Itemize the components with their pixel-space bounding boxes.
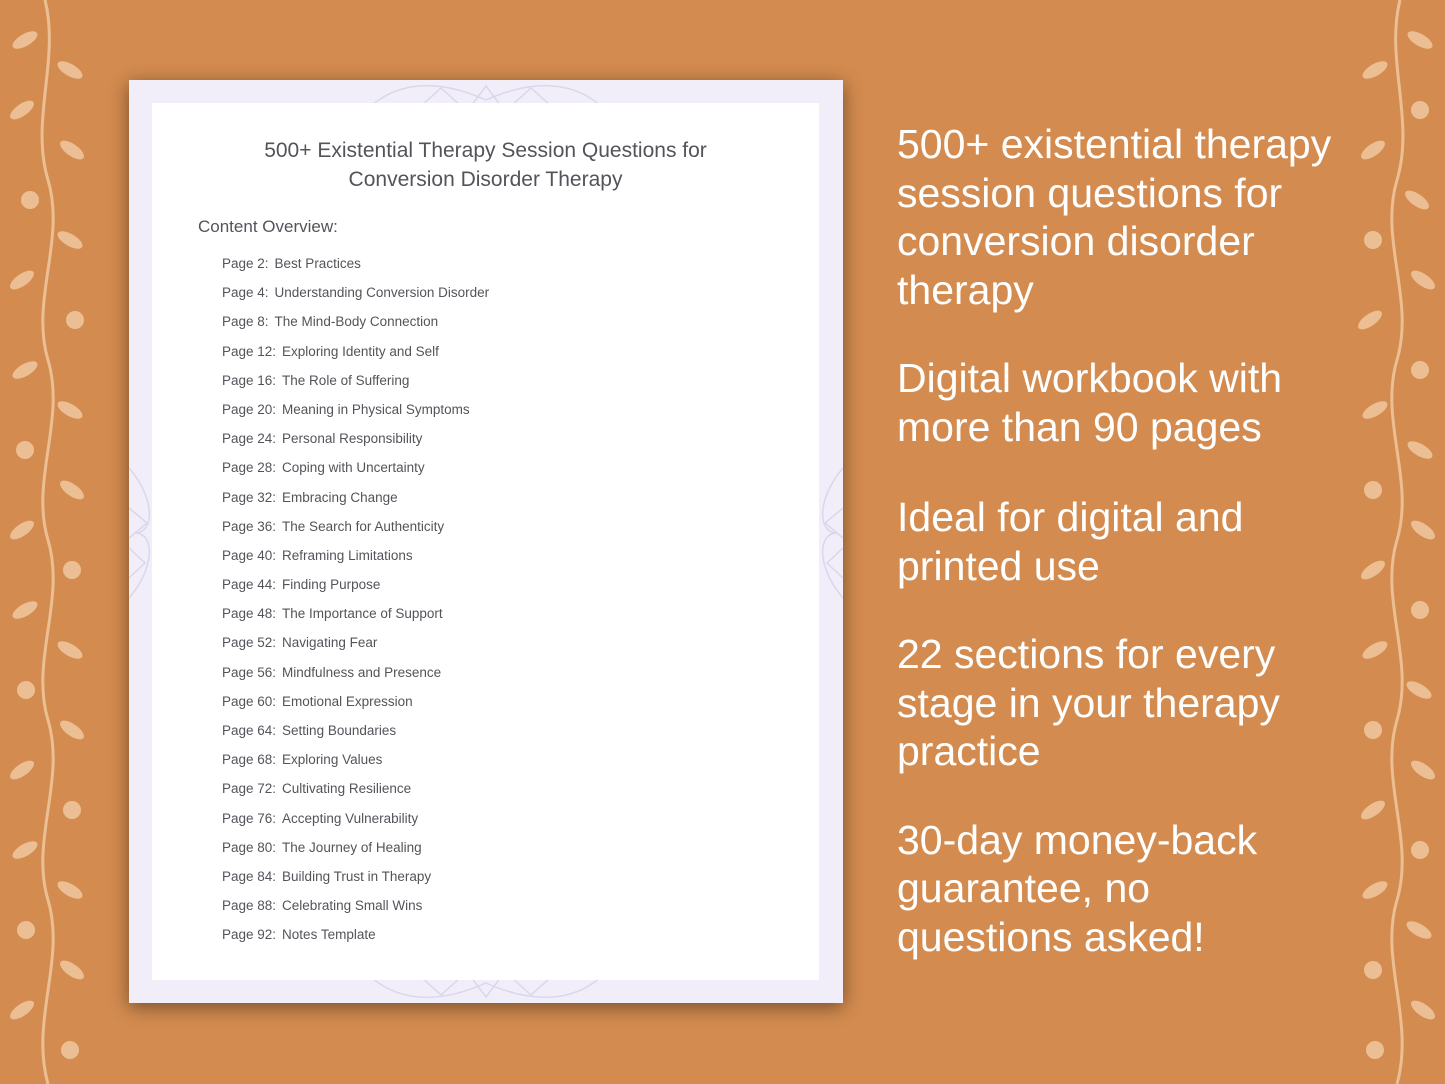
toc-item — [222, 720, 489, 749]
feature-workbook — [897, 354, 1367, 451]
toc-item — [222, 662, 489, 691]
content-overview-label: Content Overview: — [198, 217, 338, 236]
toc-page-number: Page 64: — [222, 723, 277, 738]
toc-page-number: Page 36: — [222, 518, 277, 534]
toc-page-number: Page 48: — [222, 606, 277, 622]
feature-list — [897, 120, 1367, 1001]
toc-title: Exploring Identity and Self — [282, 343, 439, 359]
feature-line: 500+ existential therapy — [897, 121, 1332, 167]
toc-page-number: Page 80: — [222, 839, 277, 855]
feature-line: 30-day money-back — [897, 816, 1258, 863]
toc-title: Coping with Uncertainty — [282, 460, 425, 476]
feature-line: therapy — [897, 266, 1034, 313]
feature-questions — [897, 120, 1367, 314]
toc-item — [222, 778, 489, 807]
toc-page-number: Page 92: — [222, 927, 277, 943]
toc-item — [222, 866, 489, 895]
toc-title: Building Trust in Therapy — [282, 868, 432, 884]
feature-line: more than 90 pages — [897, 403, 1262, 450]
toc-page-number: Page 40: — [222, 547, 277, 563]
toc-page-number: Page 32: — [222, 489, 277, 505]
feature-line: guarantee, no — [897, 865, 1151, 911]
feature-line: questions asked! — [897, 913, 1205, 960]
toc-title: Meaning in Physical Symptoms — [282, 401, 470, 417]
toc-page-number: Page 20: — [222, 401, 277, 417]
feature-sections — [897, 630, 1367, 776]
toc-item — [222, 370, 489, 399]
toc-item — [222, 895, 489, 924]
toc-title: Exploring Values — [282, 752, 383, 768]
document-inner-page — [152, 103, 819, 980]
mandala-bottom-icon — [361, 977, 611, 1003]
toc-page-number: Page 12: — [222, 343, 277, 359]
document-title-line-2: Conversion Disorder Therapy — [348, 168, 623, 191]
feature-line: practice — [897, 728, 1041, 774]
toc-title: Emotional Expression — [282, 693, 413, 709]
toc-title: Personal Responsibility — [282, 431, 423, 447]
toc-page-number: Page 68: — [222, 752, 277, 768]
toc-title: Notes Template — [282, 927, 376, 943]
toc-title: Embracing Change — [282, 489, 398, 505]
toc-item — [222, 632, 489, 661]
toc-item — [222, 457, 489, 486]
toc-page-number: Page 24: — [222, 431, 277, 447]
toc-page-number: Page 56: — [222, 664, 277, 680]
feature-line: Ideal for digital and — [897, 494, 1244, 540]
toc-item — [222, 691, 489, 720]
toc-title: Understanding Conversion Disorder — [274, 285, 490, 301]
feature-line: conversion disorder — [897, 218, 1255, 264]
toc-item — [222, 603, 489, 632]
toc-item — [222, 545, 489, 574]
toc-item — [222, 516, 489, 545]
toc-title: The Search for Authenticity — [282, 518, 445, 534]
toc-page-number: Page 60: — [222, 693, 277, 709]
toc-page-number: Page 16: — [222, 372, 277, 388]
toc-title: Finding Purpose — [282, 577, 381, 593]
document-title-line-1: 500+ Existential Therapy Session Questions for — [264, 139, 707, 162]
toc-item — [222, 282, 489, 311]
toc-item — [222, 399, 489, 428]
toc-title: Reframing Limitations — [282, 547, 413, 563]
toc-item — [222, 808, 489, 837]
toc-item — [222, 487, 489, 516]
feature-line: Digital workbook with — [897, 355, 1283, 401]
table-of-contents — [222, 253, 489, 954]
feature-line: stage in your therapy — [897, 679, 1280, 726]
toc-page-number: Page 2: — [222, 256, 269, 271]
feature-usage — [897, 493, 1367, 590]
toc-page-number: Page 72: — [222, 781, 277, 797]
toc-item — [222, 837, 489, 866]
toc-page-number: Page 4: — [222, 285, 269, 301]
feature-line: printed use — [897, 542, 1100, 589]
document-title — [152, 136, 819, 194]
toc-title: Best Practices — [274, 256, 361, 271]
toc-title: Navigating Fear — [282, 635, 378, 651]
toc-item — [222, 924, 489, 953]
toc-page-number: Page 84: — [222, 868, 277, 884]
toc-item — [222, 428, 489, 457]
toc-page-number: Page 52: — [222, 635, 277, 651]
toc-item — [222, 253, 489, 282]
toc-title: Cultivating Resilience — [282, 781, 412, 797]
toc-title: The Journey of Healing — [282, 839, 422, 855]
mandala-right-icon — [817, 458, 843, 608]
toc-title: The Role of Suffering — [282, 372, 410, 388]
floral-vine-left-icon — [0, 0, 100, 1084]
toc-page-number: Page 8: — [222, 314, 269, 330]
toc-page-number: Page 28: — [222, 460, 277, 476]
toc-title: Setting Boundaries — [282, 723, 397, 738]
toc-item — [222, 574, 489, 603]
toc-title: Accepting Vulnerability — [282, 810, 419, 826]
feature-guarantee — [897, 816, 1367, 962]
toc-page-number: Page 44: — [222, 577, 277, 593]
toc-title: Mindfulness and Presence — [282, 664, 442, 680]
toc-title: The Importance of Support — [282, 606, 443, 622]
feature-line: 22 sections for every — [897, 631, 1276, 677]
toc-page-number: Page 76: — [222, 810, 277, 826]
toc-title: The Mind-Body Connection — [274, 314, 439, 330]
feature-line: session questions for — [897, 169, 1283, 216]
toc-item — [222, 749, 489, 778]
document-page-preview — [129, 80, 843, 1003]
toc-page-number: Page 88: — [222, 898, 277, 914]
toc-item — [222, 311, 489, 340]
toc-title: Celebrating Small Wins — [282, 898, 423, 914]
toc-item — [222, 341, 489, 370]
